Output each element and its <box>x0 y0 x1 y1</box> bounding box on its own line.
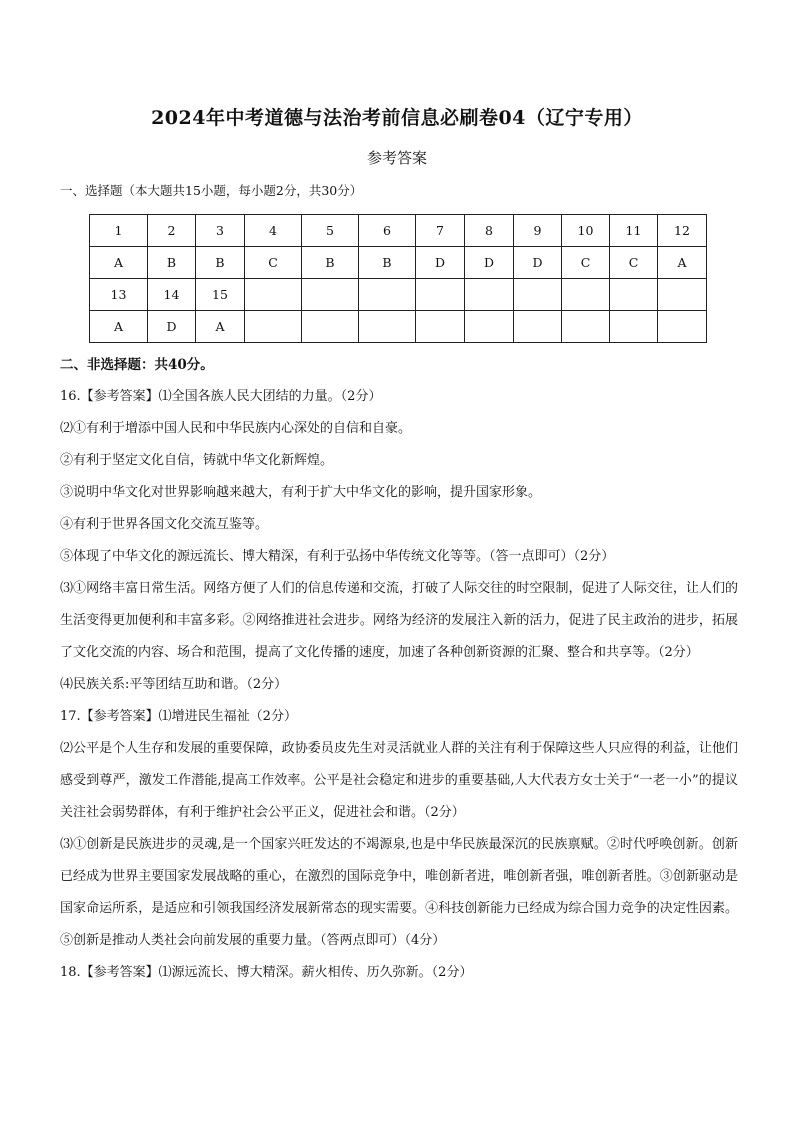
table-cell: 14 <box>148 279 196 311</box>
table-cell: C <box>562 247 610 279</box>
table-cell <box>302 311 359 343</box>
table-cell: D <box>514 247 562 279</box>
section-heading-nonchoice: 二、非选择题：共40分。 <box>60 357 214 373</box>
table-cell: D <box>416 247 465 279</box>
table-cell <box>245 279 302 311</box>
page-title: 2024年中考道德与法治考前信息必刷卷04（辽宁专用） <box>151 107 643 129</box>
table-cell: A <box>658 247 707 279</box>
table-cell: B <box>196 247 245 279</box>
table-cell: 1 <box>90 215 148 247</box>
answer-paragraph: ⑶①创新是民族进步的灵魂,是一个国家兴旺发达的不竭源泉,也是中华民族最深沉的民族禀赋。②时代呼唤创新。创新已经成为世界主要国家发展战略的重心，在激烈的国际竞争中，唯创新者进，唯创新者强，唯创新者胜。③创新驱动是国家命运所系，是适应和引领我国经济发展新常态的现实需要。④科技创新能力已经成为综合国力竞争的决定性因素。⑤创新是推动人类社会向前发展的重要力量。（答两点即可）（4分） <box>60 837 738 948</box>
table-row-answers-2 <box>90 311 707 343</box>
table-cell: 11 <box>610 215 658 247</box>
table-cell: 4 <box>245 215 302 247</box>
table-cell <box>359 279 416 311</box>
answer-body <box>60 381 738 989</box>
table-cell: C <box>610 247 658 279</box>
table-cell <box>562 279 610 311</box>
answer-paragraph: ⑤体现了中华文化的源远流长、博大精深，有利于弘扬中华传统文化等等。（答一点即可）（2分） <box>60 549 615 564</box>
table-cell: 8 <box>465 215 514 247</box>
page-subtitle: 参考答案 <box>366 149 427 167</box>
table-cell: C <box>245 247 302 279</box>
table-cell: A <box>196 311 245 343</box>
table-row-numbers-1 <box>90 215 707 247</box>
table-row-numbers-2 <box>90 279 707 311</box>
table-cell <box>359 311 416 343</box>
table-row-answers-1 <box>90 247 707 279</box>
table-cell <box>416 311 465 343</box>
answer-paragraph: 18.【参考答案】⑴源远流长、博大精深。薪火相传、历久弥新。（2分） <box>60 965 473 980</box>
table-cell: 7 <box>416 215 465 247</box>
table-cell: D <box>148 311 196 343</box>
table-cell <box>610 311 658 343</box>
table-cell: 3 <box>196 215 245 247</box>
table-cell: B <box>302 247 359 279</box>
table-cell <box>658 279 707 311</box>
table-cell <box>514 311 562 343</box>
table-cell: 13 <box>90 279 148 311</box>
table-cell: B <box>148 247 196 279</box>
answer-paragraph: ⑵公平是个人生存和发展的重要保障，政协委员皮先生对灵活就业人群的关注有利于保障这些人只应得的利益，让他们感受到尊严，激发工作潜能,提高工作效率。公平是社会稳定和进步的重要基础,人大代表方女士关于“一老一小”的提议关注社会弱势群体，有利于维护社会公平正义，促进社会和谐。（2分） <box>60 741 738 820</box>
table-cell: A <box>90 247 148 279</box>
answer-paragraph: ⑷民族关系:平等团结互助和谐。（2分） <box>60 677 288 692</box>
table-cell: 10 <box>562 215 610 247</box>
table-cell: A <box>90 311 148 343</box>
answer-paragraph: 17.【参考答案】⑴增进民生福祉（2分） <box>60 709 297 724</box>
table-cell: 5 <box>302 215 359 247</box>
table-cell <box>562 311 610 343</box>
table-cell: 9 <box>514 215 562 247</box>
table-cell <box>302 279 359 311</box>
section-heading-choice: 一、选择题（本大题共15小题，每小题2分，共30分） <box>60 183 363 198</box>
table-cell <box>465 311 514 343</box>
table-cell <box>245 311 302 343</box>
answer-paragraph: ⑶①网络丰富日常生活。网络方便了人们的信息传递和交流，打破了人际交往的时空限制，促进了人际交往，让人们的生活变得更加便利和丰富多彩。②网络推进社会进步。网络为经济的发展注入新的活力，促进了民主政治的进步，拓展了文化交流的内容、场合和范围，提高了文化传播的速度，加速了各种创新资源的汇聚、整合和共享等。（2分） <box>60 581 738 660</box>
answer-paragraph: ③说明中华文化对世界影响越来越大，有利于扩大中华文化的影响，提升国家形象。 <box>60 485 542 500</box>
table-cell: 2 <box>148 215 196 247</box>
table-cell <box>610 279 658 311</box>
table-cell: 6 <box>359 215 416 247</box>
table-cell: 15 <box>196 279 245 311</box>
table-cell <box>658 311 707 343</box>
table-cell: B <box>359 247 416 279</box>
table-cell: 12 <box>658 215 707 247</box>
table-cell <box>416 279 465 311</box>
table-cell <box>465 279 514 311</box>
table-cell <box>514 279 562 311</box>
answer-paragraph: ④有利于世界各国文化交流互鉴等。 <box>60 517 269 532</box>
answer-paragraph: ⑵①有利于增添中国人民和中华民族内心深处的自信和自豪。 <box>60 421 412 436</box>
answer-table <box>89 214 707 343</box>
answer-paragraph: ②有利于坚定文化自信，铸就中华文化新辉煌。 <box>60 453 334 468</box>
answer-paragraph: 16.【参考答案】⑴全国各族人民大团结的力量。（2分） <box>60 389 382 404</box>
table-cell: D <box>465 247 514 279</box>
